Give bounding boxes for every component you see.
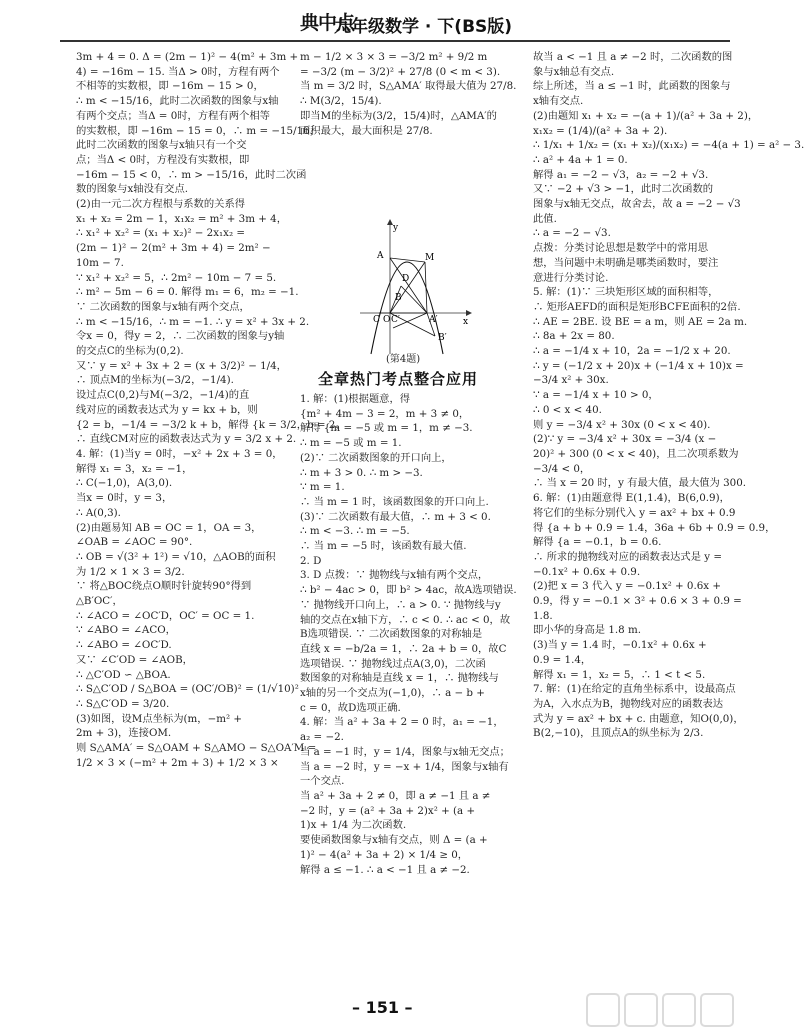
text-line: ∴ x₁² + x₂² = (x₁ + x₂)² − 2x₁x₂ = xyxy=(76,227,245,240)
svg-text:x: x xyxy=(463,317,469,327)
text-line: 选项错误. ∵ 抛物线过点A(3,0)，二次函 xyxy=(300,657,486,670)
text-line: 点拨：分类讨论思想是数学中的常用思 xyxy=(533,242,709,255)
text-line: 数图象的对称轴是直线 x = 1，∴ 抛物线与 xyxy=(300,672,499,685)
page-number: – 151 – xyxy=(352,998,413,1017)
text-line: (3)如图，设M点坐标为(m，−m² + xyxy=(76,712,243,725)
column-middle-top xyxy=(300,50,518,138)
text-line: 则 y = −3/4 x² + 30x (0 < x < 40). xyxy=(533,418,711,431)
text-line: (2)由题知 x₁ + x₂ = −(a + 1)/(a² + 3a + 2)， xyxy=(533,109,759,122)
text-line: 解得 x₁ = 1，x₂ = 5，∴ 1 < t < 5. xyxy=(533,668,706,681)
text-line: ∴ 1/x₁ + 1/x₂ = (x₁ + x₂)/(x₁x₂) = −4(a + 1) = a² − 3. xyxy=(533,139,804,152)
text-line: ∴ a = −2 − √3. xyxy=(533,227,611,240)
text-line: ∴ a² + 4a + 1 = 0. xyxy=(533,153,628,166)
text-line: ∴ ∠ACO = ∠OC′D，OC′ = OC = 1. xyxy=(76,609,255,622)
text-line: (3)∵ 二次函数有最大值，∴ m + 3 < 0. xyxy=(300,510,491,523)
text-line: 1)x + 1/4 为二次函数. xyxy=(300,819,407,832)
text-line: a₂ = −2. xyxy=(300,731,344,744)
text-line: x轴的另一个交点为(−1,0)，∴ a − b + xyxy=(300,687,485,700)
text-line: 此时二次函数的图象与x轴只有一个交 xyxy=(76,139,247,152)
text-line: ∴ m = −5 或 m = 1. xyxy=(300,437,402,450)
header-title: 九年级数学 · 下(BS版) xyxy=(334,17,513,37)
svg-text:M: M xyxy=(425,253,435,263)
text-line: 直线 x = −b/2a = 1，∴ 2a + b = 0，故C xyxy=(300,642,507,655)
text-line: ∴ 当 m = −5 时，该函数有最大值. xyxy=(300,540,467,553)
text-line: ∴ m < −15/16，此时二次函数的图象与x轴 xyxy=(76,95,279,108)
text-line: x轴有交点. xyxy=(533,95,584,108)
text-line: ∴ 0 < x < 40. xyxy=(533,403,602,416)
svg-text:O: O xyxy=(383,315,391,325)
text-line: ∴ 当 x = 20 时，y 有最大值，最大值为 300. xyxy=(533,477,747,490)
text-line: ∴ y = (−1/2 x + 20)x + (−1/4 x + 10)x = xyxy=(533,359,744,372)
text-line: 的实数根，即 −16m − 15 = 0，∴ m = −15/16， xyxy=(76,124,320,137)
text-line: ∴ 所求的抛物线对应的函数表达式是 y = xyxy=(533,550,723,563)
svg-text:A: A xyxy=(377,251,384,261)
text-line: ∴ △C′OD ∽ △BOA. xyxy=(76,668,171,681)
text-line: 解得 {m = −5 或 m = 1，m ≠ −3. xyxy=(300,422,473,435)
text-line: 20)² + 300 (0 < x < 40)，且二次项系数为 xyxy=(533,447,739,460)
column-right xyxy=(533,50,804,741)
text-line: x₁x₂ = (1/4)/(a² + 3a + 2). xyxy=(533,124,668,137)
text-line: B(2,−10)，且顶点A的纵坐标为 2/3. xyxy=(533,727,704,740)
text-line: (2)由题易知 AB = OC = 1，OA = 3， xyxy=(76,521,262,534)
text-line: 不相等的实数根，即 −16m − 15 > 0， xyxy=(76,80,264,93)
text-line: 轴的交点在x轴下方，∴ c < 0. ∴ ac < 0，故 xyxy=(300,613,511,626)
text-line: (2)把 x = 3 代入 y = −0.1x² + 0.6x + xyxy=(533,580,722,593)
text-line: 则 S△AMA′ = S△OAM + S△AMO − S△OA′M = xyxy=(76,742,317,755)
text-line: 为A，入水点为B，抛物线对应的函数表达 xyxy=(533,697,724,710)
text-line: ∴ ∠ABO = ∠OC′D. xyxy=(76,639,172,652)
text-line: ∴ b² − 4ac > 0，即 b² > 4ac，故A选项错误. xyxy=(300,584,517,597)
text-line: 6. 解：(1)由题意得 E(1,1.4)，B(6,0.9)， xyxy=(533,492,730,505)
text-line: −0.1x² + 0.6x + 0.9. xyxy=(533,565,641,578)
text-line: 7. 解：(1)在给定的直角坐标系中，设最高点 xyxy=(533,683,736,696)
text-line: ∴ a = −1/4 x + 10，2a = −1/2 x + 20. xyxy=(533,345,731,358)
text-line: 当 a = −1 时，y = 1/4，图象与x轴无交点； xyxy=(300,745,510,758)
text-line: 的交点C的坐标为(0,2). xyxy=(76,345,184,358)
text-line: x₁ + x₂ = 2m − 1，x₁x₂ = m² + 3m + 4， xyxy=(76,212,288,225)
text-line: 解得 x₁ = 3，x₂ = −1， xyxy=(76,462,193,475)
text-line: △B′OC′， xyxy=(76,595,123,608)
text-line: 当 a² + 3a + 2 ≠ 0，即 a ≠ −1 且 a ≠ xyxy=(300,789,491,802)
text-line: 当x = 0时，y = 3， xyxy=(76,492,173,505)
text-line: 4. 解：当 a² + 3a + 2 = 0 时，a₁ = −1， xyxy=(300,716,504,729)
svg-text:D: D xyxy=(402,274,410,284)
text-line: ∴ OB = √(3² + 1²) = √10，△AOB的面积 xyxy=(76,550,276,563)
text-line: c = 0，故D选项正确. xyxy=(300,701,401,714)
text-line: ∴ m + 3 > 0. ∴ m > −3. xyxy=(300,466,423,479)
text-line: 当 m = 3/2 时，S△AMA′ 取得最大值为 27/8. xyxy=(300,80,517,93)
text-line: 2. D xyxy=(300,554,322,567)
text-line: 1)² − 4(a² + 3a + 2) × 1/4 ≥ 0， xyxy=(300,848,469,861)
text-line: m − 1/2 × 3 × 3 = −3/2 m² + 9/2 m xyxy=(300,51,488,63)
svg-text:y: y xyxy=(393,223,399,233)
text-line: 4. 解：(1)当y = 0时，−x² + 2x + 3 = 0， xyxy=(76,447,283,460)
text-line: 面积最大，最大面积是 27/8. xyxy=(300,124,433,137)
text-line: 一个交点. xyxy=(300,775,345,788)
text-line: 1.8. xyxy=(533,609,553,622)
section-title: 全章热门考点整合应用 xyxy=(318,370,479,388)
text-line: 此值. xyxy=(533,212,557,225)
text-line: B选项错误. ∵ 二次函数图象的对称轴是 xyxy=(300,628,483,641)
text-line: ∴ 直线CM对应的函数表达式为 y = 3/2 x + 2. xyxy=(76,433,297,446)
text-line: ∴ AE = 2BE. 设 BE = a m，则 AE = 2a m. xyxy=(533,315,748,328)
text-line: 点；当Δ < 0时，方程没有实数根，即 xyxy=(76,153,250,166)
text-line: 1. 解：(1)根据题意，得 xyxy=(300,393,411,405)
text-line: 0.9 = 1.4， xyxy=(533,653,592,666)
text-line: (2)∵ y = −3/4 x² + 30x = −3/4 (x − xyxy=(533,433,717,446)
text-line: 10m − 7. xyxy=(76,256,124,269)
text-line: 又∵ −2 + √3 > −1，此时二次函数的 xyxy=(533,183,714,196)
text-line: 象与x轴总有交点. xyxy=(533,65,615,78)
text-line: ∴ 当 m = 1 时，该函数图象的开口向上. xyxy=(300,495,489,508)
text-line: 要使函数图象与x轴有交点，则 Δ = (a + xyxy=(300,834,488,847)
svg-text:A′: A′ xyxy=(429,315,438,325)
text-line: 将它们的坐标分别代入 y = ax² + bx + 0.9 xyxy=(533,506,736,519)
text-line: 5. 解：(1)∵ 三块矩形区域的面积相等， xyxy=(533,286,719,299)
text-line: (2m − 1)² − 2(m² + 3m + 4) = 2m² − xyxy=(76,242,271,255)
svg-text:B′: B′ xyxy=(438,333,447,343)
text-line: ∴ m < −3. ∴ m = −5. xyxy=(300,525,410,538)
text-line: ∴ A(0,3). xyxy=(76,506,121,519)
text-line: ∴ S△C′OD = 3/20. xyxy=(76,697,170,710)
book-logo: 典中点 xyxy=(300,12,355,34)
text-line: 又∵ y = x² + 3x + 2 = (x + 3/2)² − 1/4， xyxy=(76,359,287,372)
text-line: 4) = −16m − 15. 当Δ > 0时，方程有两个 xyxy=(76,65,280,78)
text-line: ∵ 抛物线开口向上，∴ a > 0. ∵ 抛物线与y xyxy=(300,598,501,611)
watermark-stamp xyxy=(585,990,740,1030)
svg-text:C′: C′ xyxy=(391,315,400,325)
text-line: 即当M的坐标为(3/2，15/4)时，△AMA′的 xyxy=(300,109,497,122)
text-line: 2m + 3)，连接OM. xyxy=(76,727,172,740)
text-line: ∵ ∠ABO = ∠ACO， xyxy=(76,624,176,637)
parabola-figure xyxy=(355,218,475,356)
text-line: (2)∵ 二次函数图象的开口向上， xyxy=(300,451,452,464)
text-line: −2 时，y = (a² + 3a + 2)x² + (a + xyxy=(300,804,476,817)
text-line: 想，当问题中未明确是哪类函数时，要注 xyxy=(533,256,719,269)
text-line: ∴ 顶点M的坐标为(−3/2，−1/4). xyxy=(76,374,234,387)
text-line: 当 a = −2 时，y = −x + 1/4，图象与x轴有 xyxy=(300,760,509,773)
text-line: 式为 y = ax² + bx + c. 由题意，知O(0,0)， xyxy=(533,712,744,725)
text-line: 故当 a < −1 且 a ≠ −2 时，二次函数的图 xyxy=(533,51,733,63)
svg-text:C: C xyxy=(373,315,380,325)
text-line: ∴ m² − 5m − 6 = 0. 解得 m₁ = 6，m₂ = −1. xyxy=(76,286,299,299)
text-line: 综上所述，当 a ≤ −1 时，此函数的图象与 xyxy=(533,80,731,93)
text-line: (2)由一元二次方程根与系数的关系得 xyxy=(76,198,246,211)
text-line: 得 {a + b + 0.9 = 1.4，36a + 6b + 0.9 = 0.9， xyxy=(533,521,776,534)
text-line: ∵ a = −1/4 x + 10 > 0， xyxy=(533,389,659,402)
text-line: 图象与x轴无交点，故舍去，故 a = −2 − √3 xyxy=(533,198,741,211)
text-line: 解得 a₁ = −2 − √3，a₂ = −2 + √3. xyxy=(533,168,709,181)
text-line: 又∵ ∠C′OD = ∠AOB， xyxy=(76,653,193,666)
text-line: 3. D 点拨：∵ 抛物线与x轴有两个交点， xyxy=(300,569,489,582)
text-line: ∴ 矩形AEFD的面积是矩形BCFE面积的2倍. xyxy=(533,300,741,313)
text-line: ∴ m < −15/16，∴ m = −1. ∴ y = x² + 3x + 2. xyxy=(76,315,310,328)
text-line: −3/4 < 0， xyxy=(533,462,591,475)
text-line: {2 = b，−1/4 = −3/2 k + b，解得 {k = 3/2，b = 2， xyxy=(76,418,346,431)
page-header xyxy=(0,0,750,46)
text-line: −16m − 15 < 0，∴ m > −15/16，此时二次函 xyxy=(76,168,307,181)
text-line: 意进行分类讨论. xyxy=(533,271,609,284)
header-rule xyxy=(60,40,730,42)
column-middle-bottom xyxy=(300,392,518,877)
text-line: 数的图象与x轴没有交点. xyxy=(76,183,189,196)
text-line: ∵ x₁² + x₂² = 5，∴ 2m² − 10m − 7 = 5. xyxy=(76,271,277,284)
text-line: 0.9，得 y = −0.1 × 3² + 0.6 × 3 + 0.9 = xyxy=(533,595,742,608)
text-line: −3/4 x² + 30x. xyxy=(533,374,609,387)
svg-text:B: B xyxy=(395,293,402,303)
text-line: = −3/2 (m − 3/2)² + 27/8 (0 < m < 3). xyxy=(300,65,501,78)
text-line: {m² + 4m − 3 = 2，m + 3 ≠ 0， xyxy=(300,407,470,420)
text-line: ∵ 二次函数的图象与x轴有两个交点， xyxy=(76,300,250,313)
text-line: ∴ 8a + 2x = 80. xyxy=(533,330,615,343)
text-line: 解得 {a = −0.1，b = 0.6. xyxy=(533,536,662,549)
text-line: ∵ m = 1. xyxy=(300,481,345,494)
text-line: 即小华的身高是 1.8 m. xyxy=(533,624,642,637)
text-line: 为 1/2 × 1 × 3 = 3/2. xyxy=(76,565,185,578)
text-line: 令x = 0，得y = 2，∴ 二次函数的图象与y轴 xyxy=(76,330,285,343)
text-line: ∠OAB = ∠AOC = 90°. xyxy=(76,536,193,549)
text-line: (3)当 y = 1.4 时，−0.1x² + 0.6x + xyxy=(533,639,707,652)
text-line: 解得 a ≤ −1. ∴ a < −1 且 a ≠ −2. xyxy=(300,863,470,876)
text-line: 3m + 4 = 0. Δ = (2m − 1)² − 4(m² + 3m + xyxy=(76,51,299,63)
text-line: ∴ S△C′OD / S△BOA = (OC′/OB)² = (1/√10)² xyxy=(76,683,299,696)
text-line: 设过点C(0,2)与M(−3/2，−1/4)的直 xyxy=(76,389,250,402)
text-line: ∴ M(3/2，15/4). xyxy=(300,95,382,108)
text-line: ∴ C(−1,0)，A(3,0). xyxy=(76,477,173,490)
text-line: ∵ 将△BOC绕点O顺时针旋转90°得到 xyxy=(76,580,252,593)
text-line: 有两个交点；当Δ = 0时，方程有两个相等 xyxy=(76,109,270,122)
figure-caption: (第4题) xyxy=(386,354,421,365)
text-line: 线对应的函数表达式为 y = kx + b，则 xyxy=(76,403,258,416)
text-line: 1/2 × 3 × (−m² + 2m + 3) + 1/2 × 3 × xyxy=(76,756,279,769)
